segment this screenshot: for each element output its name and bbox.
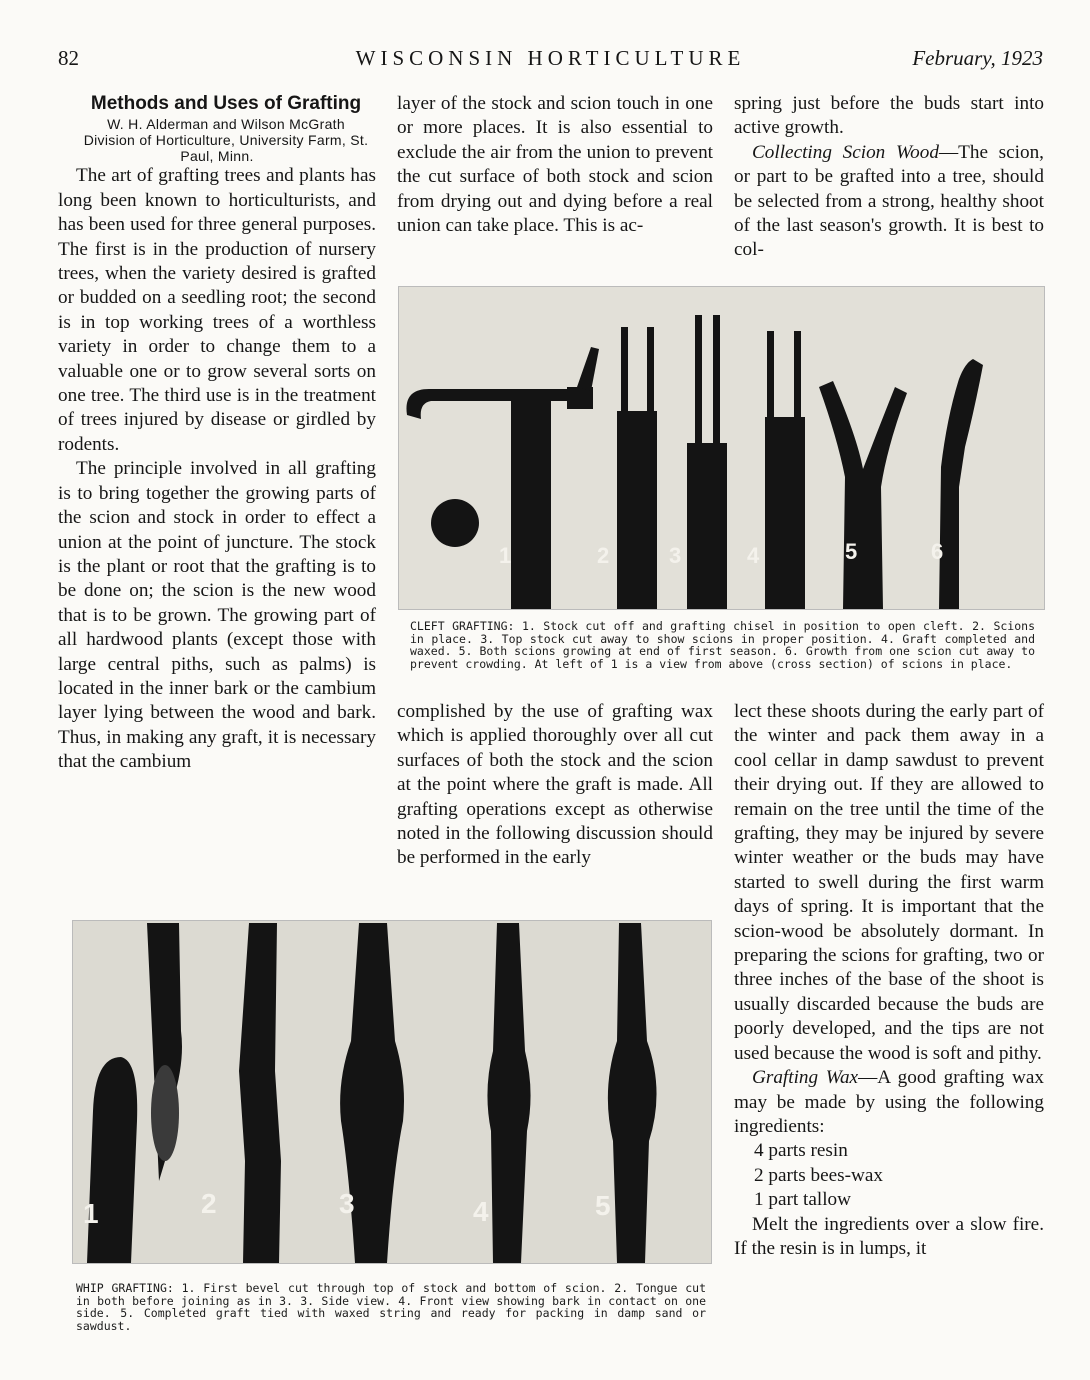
- column-2-top: [397, 92, 713, 238]
- issue-date: February, 1923: [912, 46, 1043, 70]
- column-1: [58, 92, 376, 775]
- ingredient-list: [734, 1139, 1044, 1212]
- subheading-grafting-wax: Grafting Wax: [752, 1067, 859, 1089]
- stock-4: [765, 417, 805, 609]
- paragraph-grafting-wax-application: complished by the use of grafting wax which is applied thoroughly over all cut surfaces of both the stock and the scion at the point where the graft is made. All grafting operations except as otherwise noted in the following discussion should be performed in the early: [397, 701, 713, 869]
- cleft-label-1: 1: [499, 543, 512, 568]
- cleft-caption-text: CLEFT GRAFTING: 1. Stock cut off and grafting chisel in position to open cleft. 2. Scions in place. 3. Top stock cut away to show scions in proper position. 4. Graft completed and waxed. 5. Both scions growing at end of first season. 6. Growth from one scion cut away to prevent crowding. At left of 1 is a view from above (cross section) of scions in place.: [410, 619, 1035, 671]
- cleft-grafting-caption: [410, 620, 1035, 670]
- paragraph-melt: Melt the ingredients over a slow fire. If the resin is in lumps, it: [734, 1213, 1044, 1259]
- cleft-grafting-illustration: [399, 287, 1044, 609]
- whip-label-2: 2: [201, 1188, 217, 1219]
- article-affiliation: Division of Horticulture, University Farm, St. Paul, Minn.: [83, 132, 369, 165]
- whip-caption-text: WHIP GRAFTING: 1. First bevel cut through top of stock and bottom of scion. 2. Tongue cut in both before joining as in 3. 3. Side view. 4. Front view showing bark in contact on one side. 5. Completed graft tied with waxed string and ready for packing in damp sand or sawdust.: [76, 1281, 706, 1333]
- cleft-label-5: 5: [845, 539, 858, 564]
- whip-label-3: 3: [339, 1188, 355, 1219]
- paragraph-spring: spring just before the buds start into active growth.: [734, 93, 1044, 139]
- subheading-collecting-scion: Collecting Scion Wood: [752, 141, 939, 163]
- stock-2: [617, 411, 657, 609]
- column-2-bottom: [397, 700, 713, 871]
- paragraph-cambium-continued: layer of the stock and scion touch in one or more places. It is also essential to exclude the air from the union to prevent the cut surface of both stock and scion from drying out and dying before a real union can take place. This is ac-: [397, 93, 713, 237]
- paragraph-grafting-wax: [734, 1066, 1044, 1139]
- whip-grafting-caption: [76, 1282, 706, 1332]
- paragraph-principle: The principle involved in all grafting is to bring together the growing parts of the scion and stock in order to effect a union at the point of juncture. The stock is the plant or root that the grafting is to be done on; the scion is the new wood that is to be grown. The growing part of all hardwood plants (except those with large central piths, such as palms) is located in the inner bark or the cambium layer lying between the wood and bark. Thus, in making any graft, it is necessary that the cambium: [58, 458, 376, 773]
- page-number: 82: [58, 46, 79, 70]
- stock-1: [511, 399, 551, 609]
- article-title: Methods and Uses of Grafting: [90, 93, 362, 114]
- grafting-wax-text: —A good grafting wax may be made by using the following ingredients:: [734, 1067, 1044, 1137]
- page-header: [58, 46, 1043, 76]
- column-3-top: [734, 92, 1044, 263]
- ingredient-tallow: 1 part tallow: [754, 1189, 851, 1211]
- whip-grafting-photo: [72, 920, 712, 1264]
- paragraph-purposes: The art of grafting trees and plants has long been known to horticulturists, and has been used for three general purposes. The first is in the production of nursery trees, when the variety desired is grafted or budded on a seedling root; the second is in top working trees of a worthless variety in order to change them to a valuable one or to grow several sorts on one tree. The third use is in the treatment of trees injured by disease or girdled by rodents.: [58, 165, 376, 455]
- whip-label-5: 5: [595, 1190, 611, 1221]
- paragraph-collecting-scion: [734, 141, 1044, 263]
- ingredient-resin: 4 parts resin: [754, 1140, 848, 1162]
- cleft-label-3: 3: [669, 543, 682, 568]
- cleft-label-4: 4: [747, 543, 760, 568]
- cleft-label-6: 6: [931, 539, 944, 564]
- whip-label-1: 1: [83, 1198, 99, 1229]
- whip-grafting-illustration: [73, 921, 711, 1263]
- stock-3: [687, 443, 727, 609]
- column-3-bottom: [734, 700, 1044, 1261]
- cross-section-disc: [431, 499, 479, 547]
- cleft-grafting-photo: [398, 286, 1045, 610]
- paragraph-collecting-continued: lect these shoots during the early part of the winter and pack them away in a cool cellar in damp sawdust to prevent their drying out. If they are allowed to remain on the tree until the time of the grafting, they may be injured by severe winter weather or the buds may have started to swell during the first warm days of spring. It is important that the scion-wood be absolutely dormant. In preparing the scions for grafting, two or three inches of the base of the shoot is usually discarded because the buds are poorly developed, and the tips are not used because the wood is soft and pithy.: [734, 701, 1044, 1064]
- collecting-scion-text: —The scion, or part to be grafted into a tree, should be selected from a strong, healthy shoot of the last season's growth. It is best to col-: [734, 141, 1044, 261]
- article-authors: W. H. Alderman and Wilson McGrath: [107, 116, 345, 133]
- cleft-label-2: 2: [597, 543, 610, 568]
- whip-label-4: 4: [473, 1196, 489, 1227]
- ingredient-beeswax: 2 parts bees-wax: [754, 1164, 883, 1186]
- journal-title: WISCONSIN HORTICULTURE: [355, 46, 746, 70]
